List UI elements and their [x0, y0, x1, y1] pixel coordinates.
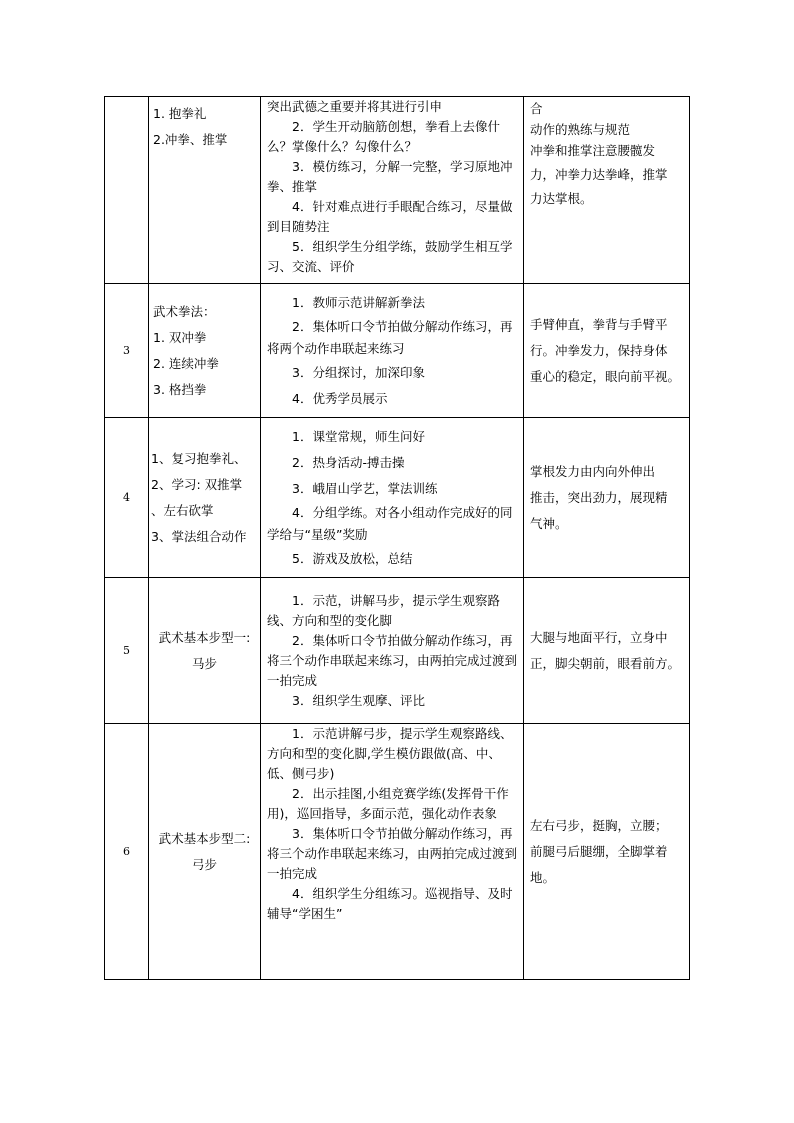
content-step: 2．集体听口令节拍做分解动作练习，再将三个动作串联起来练习，由两拍完成过渡到一拍完成 [267, 632, 518, 688]
topic-line: 3. 格挡拳 [153, 381, 207, 397]
content-step: 突出武德之重要并将其进行引申 [267, 99, 443, 114]
topic-line: 1. 抱拳礼 [153, 106, 207, 121]
topic-line: 、左右砍掌 [151, 502, 214, 518]
note-line: 推击，突出劲力，展现精 [530, 489, 668, 505]
lesson-plan-table [104, 96, 690, 980]
lesson-content-cell [261, 578, 524, 724]
lesson-note-cell [524, 284, 690, 418]
table-row [105, 418, 690, 578]
content-step: 3．组织学生观摩、评比 [267, 692, 425, 708]
table-row [105, 578, 690, 724]
note-line: 掌根发力由内向外伸出 [530, 463, 656, 479]
note-line: 气神。 [530, 515, 568, 531]
note-line: 力，冲拳力达拳峰，推掌 [530, 167, 668, 182]
topic-line: 1、复习抱拳礼、 [151, 450, 247, 466]
lesson-topic-cell [149, 418, 261, 578]
lesson-content-cell [261, 97, 524, 284]
lesson-note-cell [524, 724, 690, 980]
lesson-number-cell [105, 97, 149, 284]
note-line: 合 [530, 101, 543, 116]
content-step: 1．示范讲解弓步，提示学生观察路线、方向和型的变化脚,学生模仿跟做(高、中、低、侧弓步) [267, 726, 513, 781]
lesson-number-cell: 6 [105, 724, 149, 980]
lesson-topic-cell [149, 284, 261, 418]
topic-line: 武术拳法： [153, 303, 216, 319]
content-step: 3．峨眉山学艺，掌法训练 [267, 480, 438, 496]
note-line: 动作的熟练与规范 [530, 122, 631, 137]
note-line: 手臂伸直，拳背与手臂平 [530, 316, 668, 332]
content-step: 5．组织学生分组学练，鼓励学生相互学习、交流、评价 [267, 239, 513, 274]
table-row [105, 724, 690, 980]
content-step: 4．分组学练。对各小组动作完成好的同学给与“星级”奖励 [267, 504, 513, 542]
note-line: 前腿弓后腿绷，全脚掌着 [530, 843, 668, 859]
lesson-content-cell [261, 284, 524, 418]
table-row [105, 284, 690, 418]
topic-line: 3、掌法组合动作 [151, 528, 247, 544]
lesson-topic-cell [149, 724, 261, 980]
content-step: 5．游戏及放松，总结 [267, 550, 413, 566]
lesson-topic-cell [149, 578, 261, 724]
topic-line: 武术基本步型二: [158, 830, 251, 846]
content-step: 4．优秀学员展示 [267, 390, 388, 406]
note-line: 冲拳和推掌注意腰髋发 [530, 143, 656, 158]
note-line: 重心的稳定，眼向前平视。 [530, 368, 681, 384]
topic-line: 弓步 [191, 856, 217, 872]
content-step: 2．学生开动脑筋创想，拳看上去像什么？掌像什么？勾像什么？ [267, 119, 500, 154]
lesson-topic-cell [149, 97, 261, 284]
content-step: 1．课堂常规，师生问好 [267, 428, 425, 444]
lesson-note-cell [524, 418, 690, 578]
content-step: 1．示范，讲解马步，提示学生观察路线、方向和型的变化脚 [267, 592, 500, 628]
lesson-number-cell: 5 [105, 578, 149, 724]
note-line: 正，脚尖朝前，眼看前方。 [530, 655, 681, 671]
note-line: 力达掌根。 [530, 191, 593, 206]
topic-line: 1. 双冲拳 [153, 329, 207, 345]
note-line: 行。冲拳发力，保持身体 [530, 342, 668, 358]
note-line: 地。 [530, 869, 556, 885]
content-step: 3．分组探讨，加深印象 [267, 364, 425, 380]
content-step: 4．组织学生分组练习。巡视指导、及时辅导“学困生” [267, 886, 513, 921]
content-step: 2．集体听口令节拍做分解动作练习，再将两个动作串联起来练习 [267, 318, 513, 356]
lesson-content-cell [261, 724, 524, 980]
content-step: 2．出示挂图,小组竞赛学练(发挥骨干作用)，巡回指导，多面示范，强化动作表象 [267, 786, 509, 821]
lesson-number-cell: 3 [105, 284, 149, 418]
content-step: 2．热身活动-搏击操 [267, 454, 405, 470]
content-step: 3．模仿练习，分解一完整，学习原地冲拳、推掌 [267, 159, 513, 194]
note-line: 大腿与地面平行，立身中 [530, 629, 668, 645]
lesson-content-cell [261, 418, 524, 578]
lesson-note-cell [524, 578, 690, 724]
table-row [105, 97, 690, 284]
lesson-number-cell: 4 [105, 418, 149, 578]
note-line: 左右弓步，挺胸，立腰； [530, 817, 668, 833]
topic-line: 2.冲拳、推掌 [153, 132, 228, 147]
topic-line: 马步 [191, 655, 217, 671]
lesson-note-cell [524, 97, 690, 284]
topic-line: 武术基本步型一: [158, 629, 251, 645]
content-step: 4．针对难点进行手眼配合练习，尽量做到目随势注 [267, 199, 513, 234]
content-step: 3．集体听口令节拍做分解动作练习，再将三个动作串联起来练习，由两拍完成过渡到一拍完成 [267, 826, 518, 881]
topic-line: 2、学习: 双推掌 [151, 476, 243, 492]
content-step: 1．教师示范讲解新拳法 [267, 294, 425, 310]
topic-line: 2. 连续冲拳 [153, 355, 219, 371]
